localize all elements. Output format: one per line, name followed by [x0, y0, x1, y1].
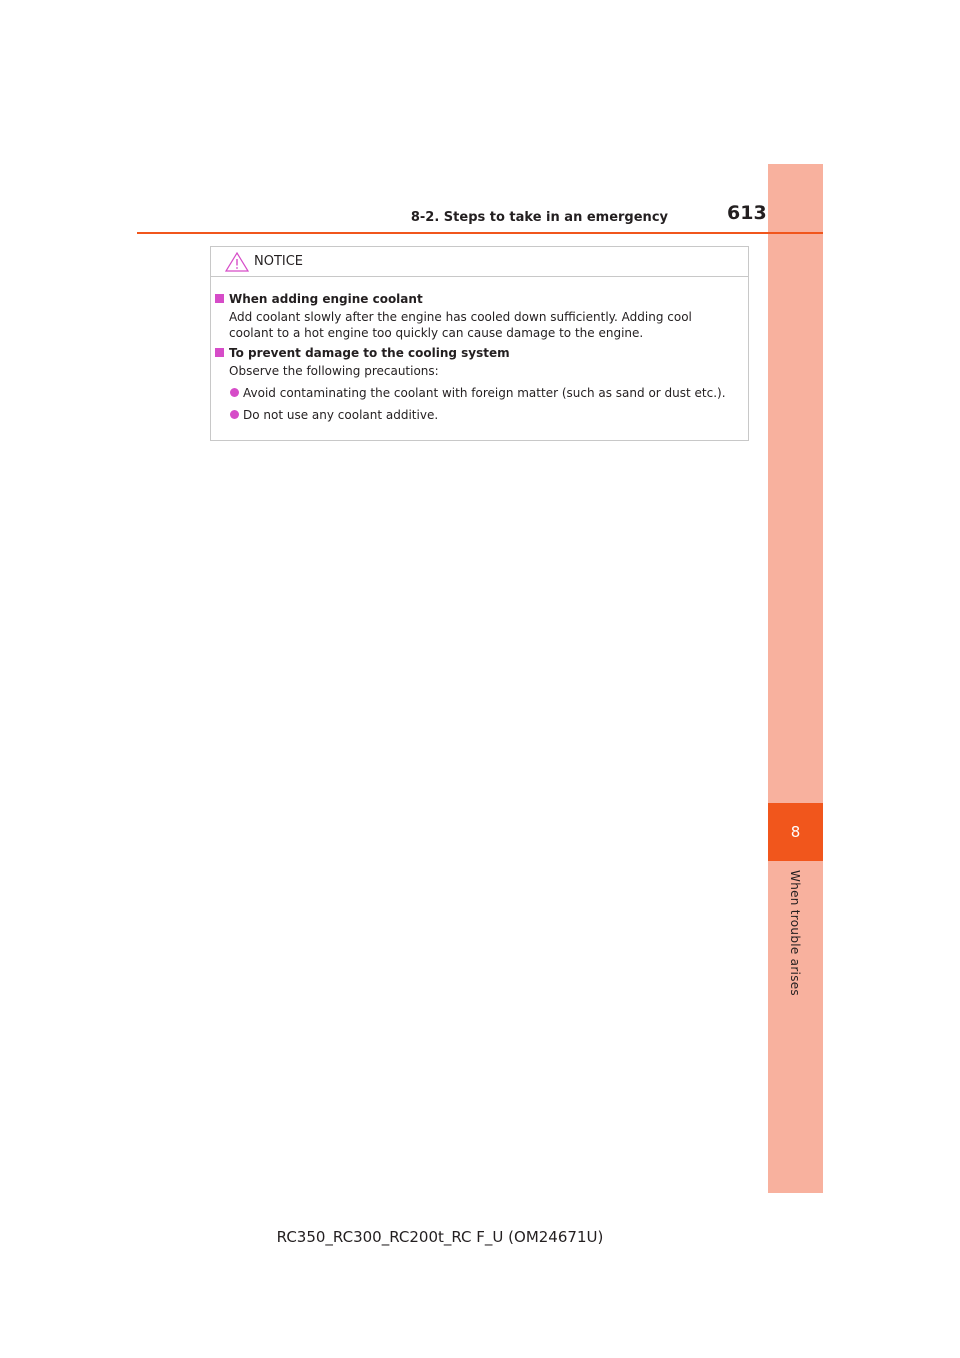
item-heading — [211, 345, 738, 361]
notice-label: NOTICE — [254, 254, 304, 269]
square-bullet-icon — [215, 294, 224, 303]
list-item — [211, 385, 738, 401]
list-item-text: Avoid contaminating the coolant with foreign matter (such as sand or dust etc.). — [243, 386, 726, 400]
list-item — [211, 407, 738, 423]
chapter-number: 8 — [768, 803, 823, 861]
item-heading-text: When adding engine coolant — [229, 292, 423, 306]
square-bullet-icon — [215, 348, 224, 357]
dot-bullet-icon — [230, 410, 239, 419]
item-text: Observe the following precautions: — [229, 364, 439, 378]
item-heading-text: To prevent damage to the cooling system — [229, 346, 510, 360]
notice-box — [210, 246, 749, 441]
notice-header — [211, 247, 748, 277]
list-item-text: Do not use any coolant additive. — [243, 408, 439, 422]
dot-bullet-icon — [230, 388, 239, 397]
item-text: Add coolant slowly after the engine has cooled down sufficiently. Adding cool coolant to a hot engine too quickly can cause damage to the engine. — [229, 310, 692, 340]
page-number: 613 — [727, 202, 767, 224]
side-tab — [768, 164, 823, 1193]
footer-model-code: RC350_RC300_RC200t_RC F_U (OM24671U) — [276, 1228, 604, 1246]
notice-body — [211, 277, 748, 423]
section-title: 8-2. Steps to take in an emergency — [410, 210, 668, 225]
chapter-title: When trouble arises — [788, 870, 802, 996]
item-heading — [211, 291, 738, 307]
warning-triangle-icon — [225, 252, 249, 272]
header-rule — [137, 232, 823, 234]
